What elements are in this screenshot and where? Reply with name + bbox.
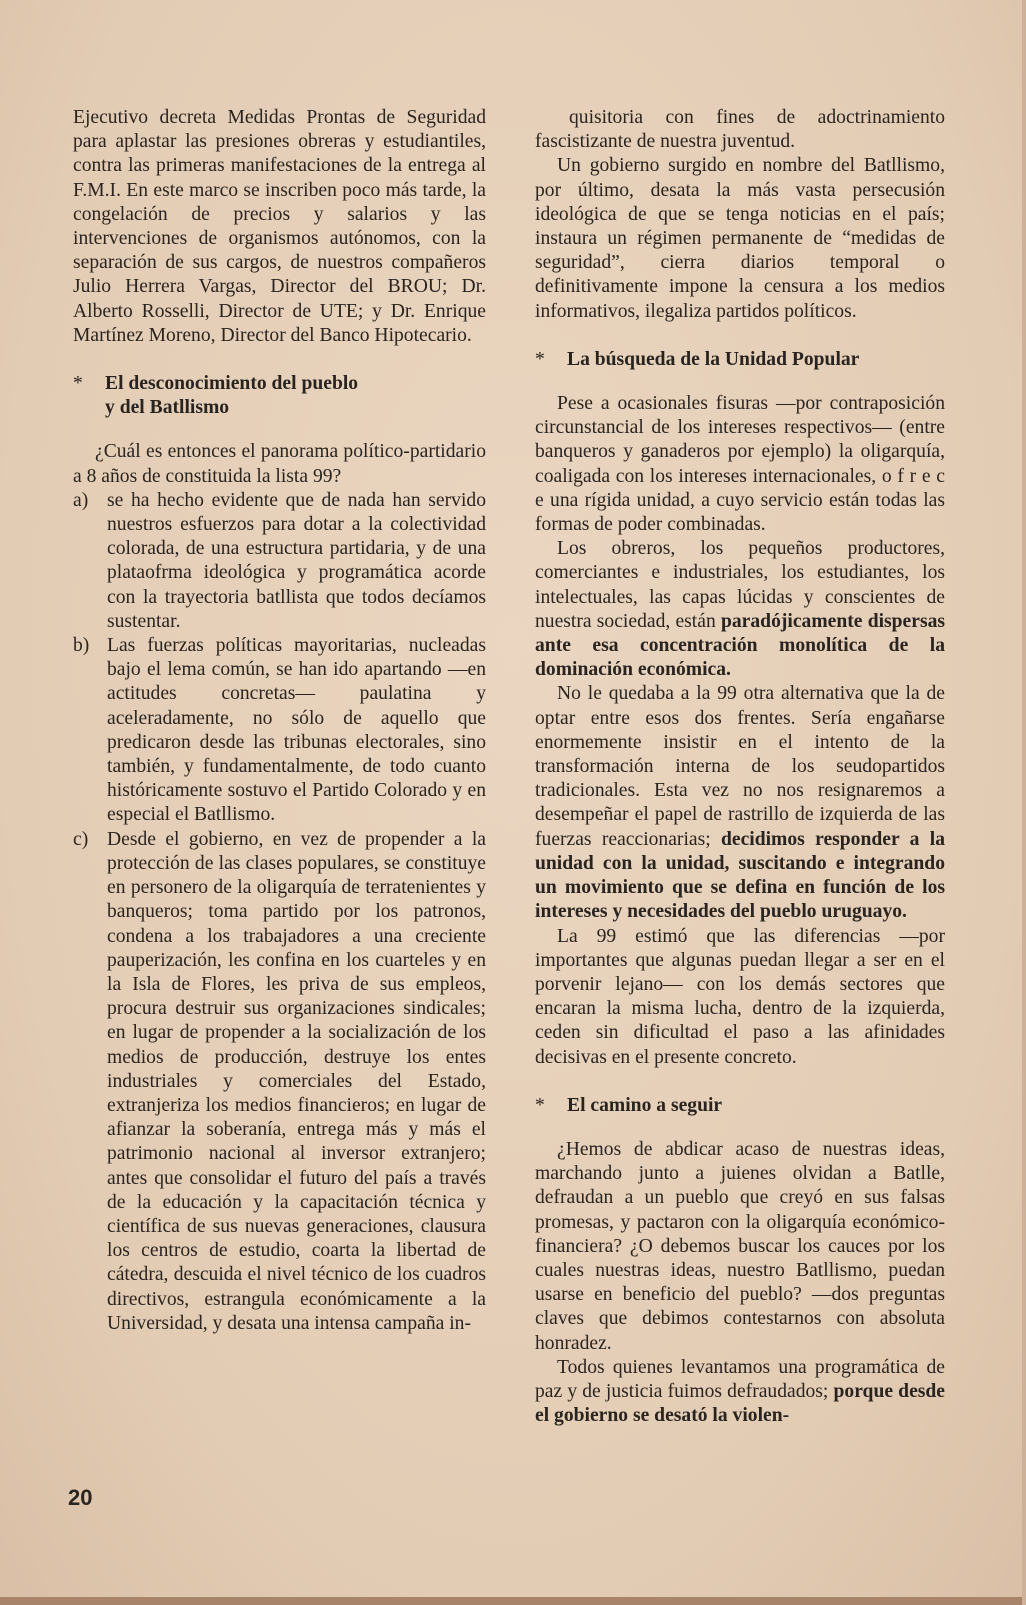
list-item-text: Desde el gobierno, en vez de propender a la protección de las clases populares, se constituye en personero de la oligarquía de terratenientes y banqueros; toma partido por los patronos, condena a los trabajadores a una creciente pauperización, les confina en los cuarteles y en la Isla de Flores, les priva de sus empleos, procura destruir sus organizaciones sindicales; en lugar de propender a la socialización de los medios de producción, destruye los entes industriales y comerciales del Estado, extranjeriza los medios financieros; en lugar de afianzar la soberanía, entrega más y más el patrimonio nacional al inversor extranjero; antes que consolidar el futuro del país a través de la educación y la capacitación técnica y científica de sus nuevas generaciones, clausura los centros de estudio, coarta la libertad de cátedra, descuida el nivel técnico de los cuadros directivos, estrangula económicamente a la Universidad, y desata una intensa campaña in- xyxy=(107,828,486,1334)
bold-emphasis: paradójicamente dispersas ante esa concentración monolítica de la dominación económica. xyxy=(535,610,945,681)
left-paragraph-2: ¿Cuál es entonces el panorama político-partidario a 8 años de constituida la lista 99? xyxy=(73,441,486,487)
right-column xyxy=(535,106,945,1428)
right-paragraph-5 xyxy=(535,682,945,924)
list-item-b xyxy=(73,634,486,828)
page-bottom-edge xyxy=(0,1597,1026,1605)
asterisk-bullet: * xyxy=(535,1094,545,1116)
right-paragraph-6: La 99 estimó que las diferencias —por importantes que algunas puedan llegar a ser en el porvenir lejano— con los demás sectores que encaran la misma lucha, dentro de la izquierda, ceden sin dificultad el paso a las afinidades decisivas en el presente concreto. xyxy=(535,925,945,1068)
paragraph-text: No le quedaba a la 99 otra alternativa que la de optar entre esos dos frentes. Sería engañarse enormemente insistir en el intento de la transformación interna de los seudopartidos tradicionales. Esta vez no nos resignaremos a desempeñar el papel de rastrillo de izquierda de las fuerzas reaccionarias; xyxy=(535,683,945,850)
heading-text: La búsqueda de la Unidad Popular xyxy=(567,348,860,370)
list-item-label: b) xyxy=(73,635,90,657)
section-heading-unidad-popular xyxy=(535,348,945,372)
section-heading-desconocimiento xyxy=(73,372,486,420)
paragraph-text: Todos quienes levantamos una programática de paz y de justicia fuimos defraudados; xyxy=(535,1356,945,1402)
heading-text: El camino a seguir xyxy=(567,1094,723,1116)
heading-line-2: y del Batllismo xyxy=(105,397,230,419)
right-paragraph-4 xyxy=(535,537,945,682)
heading-line-1: El desconocimiento del pueblo xyxy=(105,373,359,395)
paragraph-text: Los obreros, los pequeños productores, comerciantes e industriales, los estudiantes, los intelectuales, las capas lúcidas y conscientes de nuestra sociedad, están xyxy=(535,538,945,632)
list-item-a xyxy=(73,489,486,634)
page-number: 20 xyxy=(68,1485,93,1510)
list-item-label: a) xyxy=(73,489,89,511)
section-heading-camino xyxy=(535,1094,945,1118)
list-item-text: Las fuerzas políticas mayoritarias, nucleadas bajo el lema común, se han ido apartando —en actitudes concretas— paulatina y aceleradamente, no sólo de aquello que predicaron desde las tribunas electorales, sino también, y fundamentalmente, de todo cuanto históricamente sostuvo el Partido Colorado y en especial el Batllismo. xyxy=(107,635,486,826)
right-paragraph-3: Pese a ocasionales fisuras —por contraposición circunstancial de los intereses respectivos— (entre banqueros y ganaderos por ejemplo) la oligarquía, coaligada con los intereses internacionales, o f r e c e una rígida unidad, a cuyo servicio están todas las formas de poder combinadas. xyxy=(535,393,945,536)
left-column xyxy=(73,106,486,1336)
right-paragraph-2: Un gobierno surgido en nombre del Batllismo, por último, desata la más vasta persecusión ideológica de que se tenga noticias en el país; instaura un régimen permanente de “medidas de seguridad”, cierra diarios temporal o definitivamente impone la censura a los medios informativos, ilegaliza partidos políticos. xyxy=(535,155,945,322)
right-paragraph-7: ¿Hemos de abdicar acaso de nuestras ideas, marchando junto a juienes olvidan a Batlle, defraudan a un pueblo que creyó en sus falsas promesas, y pactaron con la oligarquía económico-financiera? ¿O debemos buscar los cauces por los cuales nuestras ideas, nuestro Batllismo, puedan usarse en beneficio del pueblo? —dos preguntas claves que debimos contestarnos con absoluta honradez. xyxy=(535,1138,945,1354)
left-paragraph-1: Ejecutivo decreta Medidas Prontas de Seguridad para aplastar las presiones obreras y estudiantiles, contra las primeras manifestaciones de la entrega al F.M.I. En este marco se inscriben poco más tarde, la congelación de precios y salarios y las intervenciones de organismos autónomos, con la separación de sus cargos, de nuestros compañeros Julio Herrera Vargas, Director del BROU; Dr. Alberto Rosselli, Director de UTE; y Dr. Enrique Martínez Moreno, Director del Banco Hipotecario. xyxy=(73,107,486,346)
right-paragraph-8 xyxy=(535,1356,945,1429)
page-right-edge xyxy=(1022,0,1026,1605)
asterisk-bullet: * xyxy=(73,373,83,395)
bold-emphasis: porque desde el gobierno se desató la violen- xyxy=(535,1380,945,1427)
list-item-label: c) xyxy=(73,828,89,850)
asterisk-bullet: * xyxy=(535,348,545,370)
list-item-c xyxy=(73,828,486,1336)
list-item-text: se ha hecho evidente que de nada han servido nuestros esfuerzos para dotar a la colectividad colorada, de una estructura partidaria, y de una plataofrma ideológica y programática acorde con la trayectoria batllista que todos decíamos sustentar. xyxy=(107,489,486,632)
bold-emphasis: decidimos responder a la unidad con la unidad, suscitando e integrando un movimiento que se defina en función de los intereses y necesidades del pueblo uruguayo. xyxy=(535,828,945,923)
right-paragraph-1: quisitoria con fines de adoctrinamiento fascistizante de nuestra juventud. xyxy=(535,107,945,153)
